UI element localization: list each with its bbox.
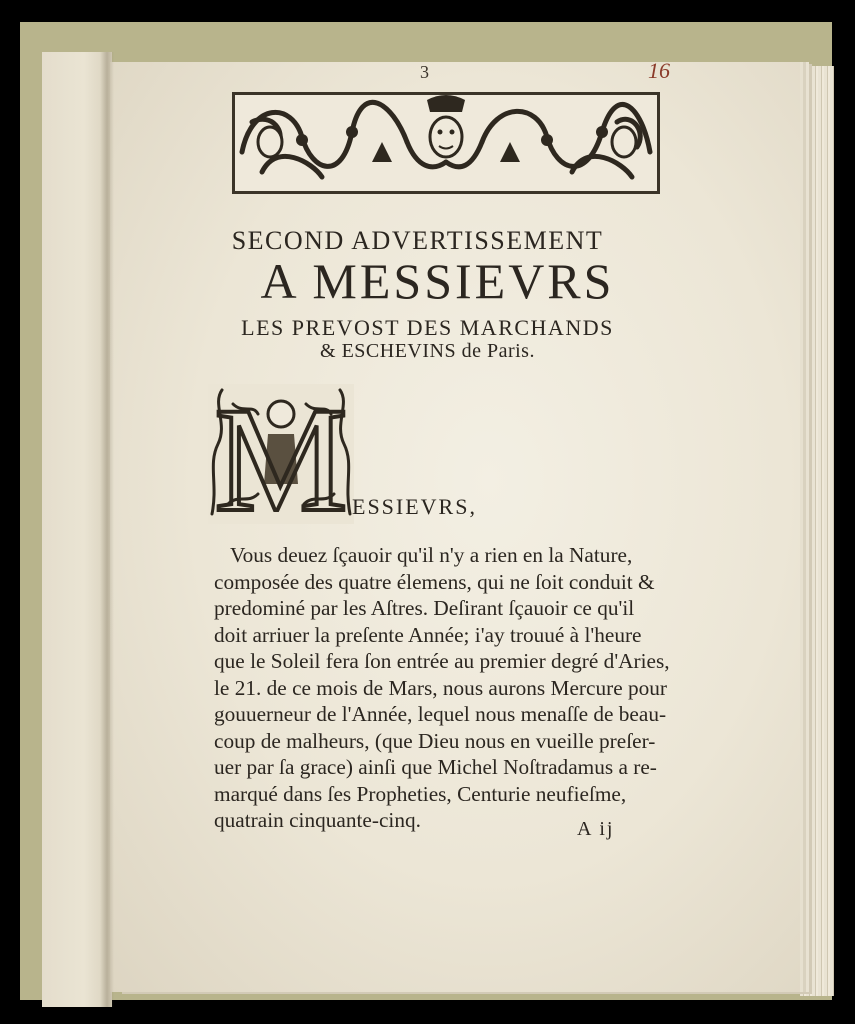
body-line: que le Soleil fera ſon entrée au premier degré d'Aries, (214, 649, 670, 673)
folio-mark: 16 (648, 58, 670, 83)
signature-mark: A ij (577, 818, 615, 840)
decorated-initial-m-icon (208, 384, 354, 524)
salutation: ESSIEVRS, (352, 494, 477, 519)
gutter-shadow (100, 52, 114, 1007)
body-line: composée des quatre élemens, qui ne ſoit conduit & (214, 569, 655, 594)
title-line-3: LES PREVOST DES MARCHANDS (241, 315, 614, 340)
title-line-4: & ESCHEVINS de Paris. (320, 340, 535, 362)
initial-letter: M (214, 384, 348, 524)
body-line: predominé par les Aſtres. Deſirant ſçauoir ce qu'il (214, 596, 635, 620)
body-line: marqué dans ſes Propheties, Centurie neufieſme, (214, 781, 627, 806)
ornamental-headpiece-icon (232, 92, 660, 194)
body-line: coup de malheurs, (que Dieu nous en vueille preſer- (214, 728, 656, 753)
body-line: Vous deuez ſçauoir qu'il n'y a rien en la Nature, (230, 543, 633, 567)
right-page (110, 62, 800, 992)
page-edges (800, 66, 834, 996)
body-line: quatrain cinquante-cinq. (214, 808, 421, 832)
body-line: doit arriuer la preſente Année; i'ay trouué à l'heure (214, 622, 642, 647)
body-line: gouuerneur de l'Année, lequel nous menaſſe de beau- (214, 702, 667, 726)
body-line: uer par ſa grace) ainſi que Michel Noſtradamus a re- (214, 755, 657, 779)
body-text (214, 542, 670, 834)
title-line-2: A MESSIEVRS (260, 253, 615, 309)
page-number: 3 (420, 62, 429, 82)
title-line-1: SECOND ADVERTISSEMENT (231, 226, 604, 255)
body-line: le 21. de ce mois de Mars, nous aurons Mercure pour (214, 675, 668, 700)
